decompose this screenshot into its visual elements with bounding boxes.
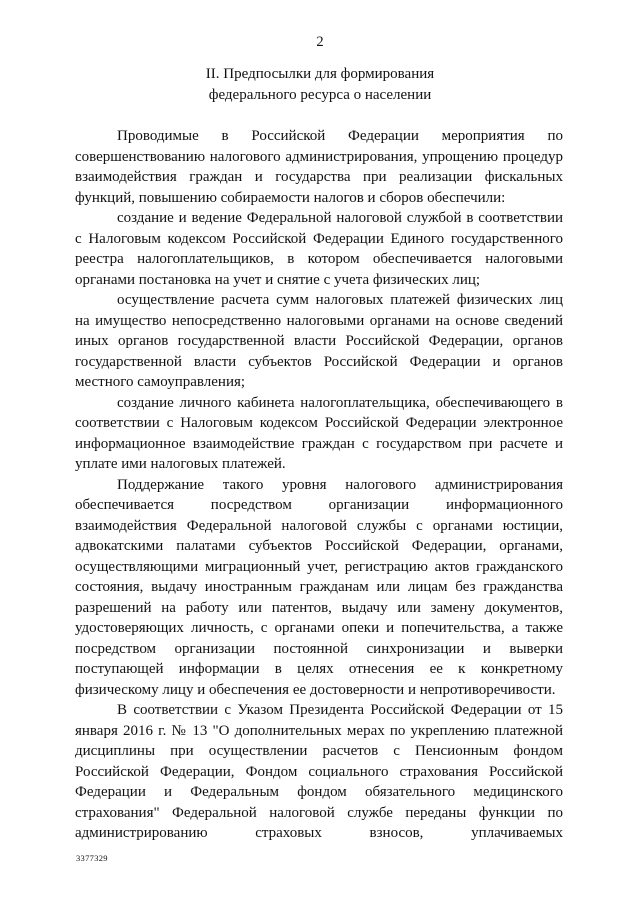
- heading-line-2: федерального ресурса о населении: [208, 87, 432, 103]
- heading-line-1: II. Предпосылки для формирования: [205, 66, 435, 82]
- paragraph: создание личного кабинета налогоплательщика, обеспечивающего в соответствии с Налоговым кодексом Российской Федерации электронное информационное взаимодействие граждан с государством при расчете и уплате ими налоговых платежей.: [75, 394, 563, 472]
- document-code: 3377329: [76, 853, 108, 863]
- paragraph: создание и ведение Федеральной налоговой службой в соответствии с Налоговым кодексом Российской Федерации Единого государственного реестра налогоплательщиков, в котором обеспечивается налоговыми органами постановка на учет и снятие с учета физических лиц;: [75, 210, 563, 288]
- paragraph: В соответствии с Указом Президента Российской Федерации от 15 января 2016 г. № 13 "О дополнительных мерах по укреплению платежной дисциплины при осуществлении расчетов с Пенсионным фондом Российской Федерации, Фондом социального страхования Российской Федерации и Федеральным фондом обязательного медицинского страхования" Федеральной налоговой службе переданы функции по администрированию страховых взносов, уплачиваемых: [75, 702, 563, 841]
- section-heading: [0, 64, 640, 106]
- page-number: 2: [316, 34, 324, 50]
- paragraph: Проводимые в Российской Федерации мероприятия по совершенствованию налогового администрирования, упрощению процедур взаимодействия граждан и государства при реализации фискальных функций, повышению собираемости налогов и сборов обеспечили:: [75, 128, 563, 206]
- body-text: [75, 126, 563, 844]
- paragraph: Поддержание такого уровня налогового администрирования обеспечивается посредством организации информационного взаимодействия Федеральной налоговой службы с органами юстиции, адвокатскими палатами субъектов Российской Федерации, органами, осуществляющими миграционный учет, регистрацию актов гражданского состояния, выдачу иностранным гражданам или лицам без гражданства разрешений на работу или патентов, выдачу или замену документов, удостоверяющих личность, с органами опеки и попечительства, а также посредством организации постоянной синхронизации и выверки поступающей информации в целях отнесения ее к конкретному физическому лицу и обеспечения ее достоверности и непротиворечивости.: [75, 476, 563, 698]
- paragraph: осуществление расчета сумм налоговых платежей физических лиц на имущество непосредственно налоговыми органами на основе сведений иных органов государственной власти Российской Федерации, органов государственной власти субъектов Российской Федерации и органов местного самоуправления;: [75, 292, 563, 390]
